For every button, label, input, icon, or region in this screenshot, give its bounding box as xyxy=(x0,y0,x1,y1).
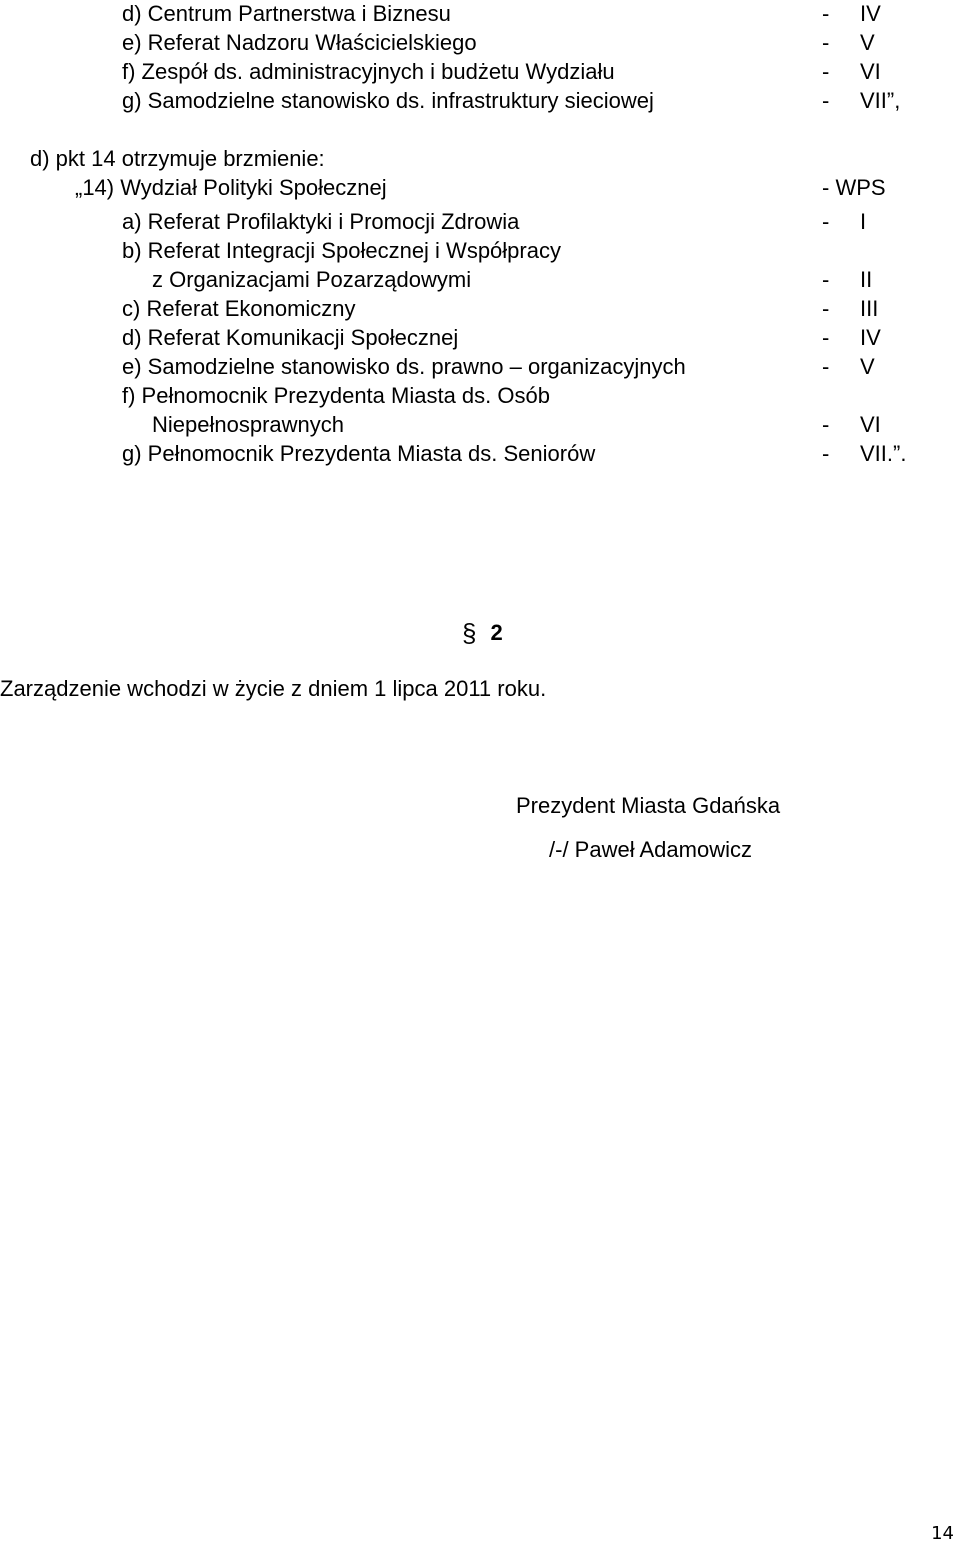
section-sign: § xyxy=(462,618,477,648)
list-item-code: V xyxy=(860,30,875,55)
list-item-code: VII.”. xyxy=(860,441,907,466)
list-item-dash: - xyxy=(822,354,830,379)
list-item-code: VII”, xyxy=(860,88,901,113)
list-item-dash: - xyxy=(822,296,830,321)
list-item-code: III xyxy=(860,296,879,321)
amendment-intro: d) pkt 14 otrzymuje brzmienie: xyxy=(30,146,325,171)
list-item-code: II xyxy=(860,267,873,292)
list-item: g) Samodzielne stanowisko ds. infrastruktury sieciowej xyxy=(122,88,654,113)
list-item-dash: - xyxy=(822,30,830,55)
list-item-code: VI xyxy=(860,59,881,84)
list-item: b) Referat Integracji Społecznej i Współpracy xyxy=(122,238,561,263)
list-item-dash: - xyxy=(822,88,830,113)
list-item: f) Pełnomocnik Prezydenta Miasta ds. Osób xyxy=(122,383,550,408)
list-item-dash: - xyxy=(822,325,830,350)
list-item: c) Referat Ekonomiczny xyxy=(122,296,356,321)
list-item: e) Samodzielne stanowisko ds. prawno – organizacyjnych xyxy=(122,354,686,379)
list-item: g) Pełnomocnik Prezydenta Miasta ds. Seniorów xyxy=(122,441,596,466)
list-item-dash: - xyxy=(822,412,830,437)
department-code: - WPS xyxy=(822,175,886,200)
list-item: f) Zespół ds. administracyjnych i budżetu Wydziału xyxy=(122,59,615,84)
list-item: d) Centrum Partnerstwa i Biznesu xyxy=(122,1,451,26)
list-item: d) Referat Komunikacji Społecznej xyxy=(122,325,459,350)
list-item-dash: - xyxy=(822,209,830,234)
list-item-code: VI xyxy=(860,412,881,437)
list-item-code: V xyxy=(860,354,875,379)
list-item-dash: - xyxy=(822,267,830,292)
list-item-continuation: z Organizacjami Pozarządowymi xyxy=(152,267,472,292)
list-item-code: IV xyxy=(860,325,881,350)
effective-date-clause: Zarządzenie wchodzi w życie z dniem 1 lipca 2011 roku. xyxy=(0,676,547,701)
list-item-dash: - xyxy=(822,1,830,26)
list-item-dash: - xyxy=(822,59,830,84)
department-name: „14) Wydział Polityki Społecznej xyxy=(75,175,387,200)
page-number: 14 xyxy=(931,1523,954,1544)
signatory-name: /-/ Paweł Adamowicz xyxy=(549,837,752,862)
list-item-code: I xyxy=(860,209,867,234)
list-item: a) Referat Profilaktyki i Promocji Zdrowia xyxy=(122,209,520,234)
list-item-dash: - xyxy=(822,441,830,466)
section-number: 2 xyxy=(490,620,503,645)
list-item: e) Referat Nadzoru Właścicielskiego xyxy=(122,30,477,55)
list-item-code: IV xyxy=(860,1,881,26)
list-item-continuation: Niepełnosprawnych xyxy=(152,412,344,437)
signatory-title: Prezydent Miasta Gdańska xyxy=(516,793,781,818)
section-heading xyxy=(462,618,503,648)
